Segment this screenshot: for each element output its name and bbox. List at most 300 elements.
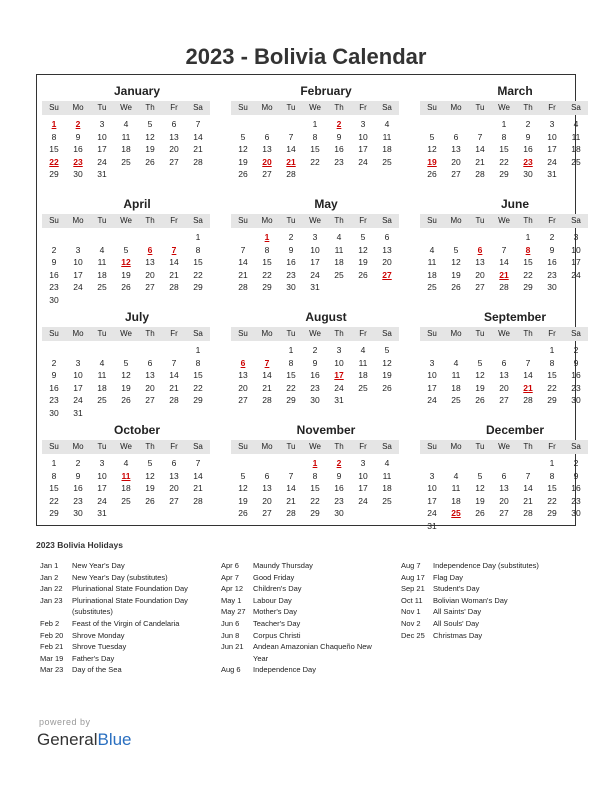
day-cell[interactable]: 2	[525, 119, 531, 129]
day-cell[interactable]: 31	[73, 407, 83, 418]
day-cell[interactable]: 27	[475, 282, 485, 292]
day-cell[interactable]: 16	[310, 370, 320, 380]
day-cell[interactable]: 28	[238, 282, 248, 292]
day-cell[interactable]: 16	[334, 144, 344, 154]
day-cell[interactable]: 24	[334, 382, 344, 393]
day-cell[interactable]: 24	[358, 156, 368, 167]
day-cell[interactable]: 27	[169, 495, 179, 506]
day-cell[interactable]: 20	[382, 257, 392, 267]
day-cell[interactable]: 6	[147, 357, 153, 368]
day-cell[interactable]: 29	[49, 169, 59, 179]
day-cell[interactable]: 27	[451, 169, 461, 179]
day-cell[interactable]: 29	[193, 395, 203, 405]
day-cell[interactable]: 11	[358, 357, 368, 368]
day-cell[interactable]: 25	[451, 395, 461, 405]
day-cell[interactable]: 25	[571, 156, 581, 167]
holiday-day[interactable]: 21	[499, 269, 509, 280]
day-cell[interactable]: 2	[288, 232, 294, 242]
day-cell[interactable]: 19	[238, 495, 248, 506]
holiday-day[interactable]: 12	[121, 257, 131, 267]
day-cell[interactable]: 3	[429, 357, 435, 368]
day-cell[interactable]: 17	[73, 269, 83, 280]
day-cell[interactable]: 9	[573, 470, 579, 481]
day-cell[interactable]: 12	[382, 357, 392, 368]
day-cell[interactable]: 17	[427, 382, 437, 393]
day-cell[interactable]: 7	[171, 357, 177, 368]
day-cell[interactable]: 22	[547, 382, 557, 393]
day-cell[interactable]: 19	[475, 495, 485, 506]
day-cell[interactable]: 14	[169, 257, 179, 267]
day-cell[interactable]: 15	[193, 257, 203, 267]
day-cell[interactable]: 10	[427, 370, 437, 380]
day-cell[interactable]: 22	[49, 495, 59, 506]
day-cell[interactable]: 13	[262, 483, 272, 493]
day-cell[interactable]: 5	[123, 244, 129, 255]
day-cell[interactable]: 20	[262, 495, 272, 506]
day-cell[interactable]: 12	[238, 483, 248, 493]
day-cell[interactable]: 1	[312, 119, 318, 129]
holiday-day[interactable]: 25	[451, 508, 461, 518]
holiday-day[interactable]: 21	[286, 156, 296, 167]
day-cell[interactable]: 20	[145, 382, 155, 393]
day-cell[interactable]: 9	[51, 370, 57, 380]
day-cell[interactable]: 3	[75, 244, 81, 255]
day-cell[interactable]: 1	[501, 119, 507, 129]
day-cell[interactable]: 29	[310, 508, 320, 518]
day-cell[interactable]: 5	[240, 470, 246, 481]
day-cell[interactable]: 25	[427, 282, 437, 292]
day-cell[interactable]: 3	[99, 119, 105, 129]
day-cell[interactable]: 23	[571, 495, 581, 506]
day-cell[interactable]: 12	[427, 144, 437, 154]
day-cell[interactable]: 14	[523, 483, 533, 493]
day-cell[interactable]: 25	[382, 495, 392, 506]
holiday-day[interactable]: 2	[336, 119, 342, 129]
day-cell[interactable]: 30	[310, 395, 320, 405]
day-cell[interactable]: 14	[238, 257, 248, 267]
day-cell[interactable]: 29	[499, 169, 509, 179]
day-cell[interactable]: 16	[49, 269, 59, 280]
day-cell[interactable]: 13	[238, 370, 248, 380]
day-cell[interactable]: 17	[427, 495, 437, 506]
day-cell[interactable]: 2	[75, 458, 81, 468]
day-cell[interactable]: 3	[75, 357, 81, 368]
day-cell[interactable]: 1	[51, 458, 57, 468]
day-cell[interactable]: 15	[49, 483, 59, 493]
day-cell[interactable]: 24	[73, 395, 83, 405]
day-cell[interactable]: 13	[169, 131, 179, 142]
day-cell[interactable]: 3	[360, 119, 366, 129]
day-cell[interactable]: 10	[97, 470, 107, 481]
day-cell[interactable]: 28	[193, 495, 203, 506]
day-cell[interactable]: 29	[262, 282, 272, 292]
day-cell[interactable]: 28	[523, 508, 533, 518]
day-cell[interactable]: 18	[451, 495, 461, 506]
day-cell[interactable]: 5	[453, 244, 459, 255]
day-cell[interactable]: 30	[571, 395, 581, 405]
day-cell[interactable]: 5	[477, 357, 483, 368]
day-cell[interactable]: 1	[195, 232, 201, 242]
day-cell[interactable]: 26	[475, 508, 485, 518]
day-cell[interactable]: 14	[262, 370, 272, 380]
day-cell[interactable]: 19	[382, 370, 392, 380]
holiday-day[interactable]: 21	[523, 382, 533, 393]
day-cell[interactable]: 12	[358, 244, 368, 255]
day-cell[interactable]: 10	[427, 483, 437, 493]
day-cell[interactable]: 30	[571, 508, 581, 518]
day-cell[interactable]: 21	[238, 269, 248, 280]
day-cell[interactable]: 20	[169, 144, 179, 154]
holiday-day[interactable]: 17	[334, 370, 344, 380]
day-cell[interactable]: 22	[193, 382, 203, 393]
day-cell[interactable]: 19	[451, 269, 461, 280]
day-cell[interactable]: 4	[123, 458, 129, 468]
day-cell[interactable]: 4	[384, 458, 390, 468]
day-cell[interactable]: 10	[97, 131, 107, 142]
day-cell[interactable]: 7	[240, 244, 246, 255]
day-cell[interactable]: 7	[288, 131, 294, 142]
holiday-day[interactable]: 11	[121, 470, 131, 481]
day-cell[interactable]: 11	[382, 470, 392, 481]
day-cell[interactable]: 14	[499, 257, 509, 267]
day-cell[interactable]: 14	[169, 370, 179, 380]
day-cell[interactable]: 29	[49, 508, 59, 518]
day-cell[interactable]: 19	[358, 257, 368, 267]
day-cell[interactable]: 20	[451, 156, 461, 167]
day-cell[interactable]: 6	[264, 470, 270, 481]
day-cell[interactable]: 13	[262, 144, 272, 154]
holiday-day[interactable]: 6	[240, 357, 246, 368]
day-cell[interactable]: 8	[501, 131, 507, 142]
day-cell[interactable]: 18	[121, 144, 131, 154]
day-cell[interactable]: 15	[286, 370, 296, 380]
day-cell[interactable]: 3	[573, 232, 579, 242]
day-cell[interactable]: 10	[310, 244, 320, 255]
day-cell[interactable]: 4	[453, 357, 459, 368]
day-cell[interactable]: 5	[429, 131, 435, 142]
day-cell[interactable]: 28	[286, 169, 296, 179]
day-cell[interactable]: 27	[499, 508, 509, 518]
day-cell[interactable]: 10	[358, 470, 368, 481]
day-cell[interactable]: 23	[310, 382, 320, 393]
day-cell[interactable]: 23	[571, 382, 581, 393]
day-cell[interactable]: 26	[427, 169, 437, 179]
day-cell[interactable]: 7	[525, 357, 531, 368]
day-cell[interactable]: 10	[73, 257, 83, 267]
day-cell[interactable]: 11	[451, 483, 461, 493]
day-cell[interactable]: 4	[360, 345, 366, 355]
day-cell[interactable]: 30	[547, 282, 557, 292]
day-cell[interactable]: 1	[195, 345, 201, 355]
day-cell[interactable]: 10	[334, 357, 344, 368]
day-cell[interactable]: 11	[334, 244, 344, 255]
holiday-day[interactable]: 7	[171, 244, 177, 255]
day-cell[interactable]: 27	[145, 395, 155, 405]
day-cell[interactable]: 27	[262, 169, 272, 179]
day-cell[interactable]: 12	[145, 131, 155, 142]
day-cell[interactable]: 7	[501, 244, 507, 255]
day-cell[interactable]: 15	[310, 483, 320, 493]
day-cell[interactable]: 16	[286, 257, 296, 267]
day-cell[interactable]: 6	[171, 458, 177, 468]
day-cell[interactable]: 26	[358, 269, 368, 280]
day-cell[interactable]: 30	[73, 508, 83, 518]
day-cell[interactable]: 18	[334, 257, 344, 267]
day-cell[interactable]: 2	[51, 244, 57, 255]
day-cell[interactable]: 31	[334, 395, 344, 405]
day-cell[interactable]: 20	[145, 269, 155, 280]
day-cell[interactable]: 22	[499, 156, 509, 167]
day-cell[interactable]: 8	[51, 470, 57, 481]
day-cell[interactable]: 29	[523, 282, 533, 292]
day-cell[interactable]: 8	[51, 131, 57, 142]
day-cell[interactable]: 25	[97, 282, 107, 292]
day-cell[interactable]: 14	[286, 483, 296, 493]
day-cell[interactable]: 22	[310, 495, 320, 506]
day-cell[interactable]: 28	[193, 156, 203, 167]
day-cell[interactable]: 17	[97, 483, 107, 493]
day-cell[interactable]: 12	[121, 370, 131, 380]
day-cell[interactable]: 16	[49, 382, 59, 393]
day-cell[interactable]: 27	[262, 508, 272, 518]
day-cell[interactable]: 26	[145, 495, 155, 506]
day-cell[interactable]: 3	[312, 232, 318, 242]
day-cell[interactable]: 30	[49, 407, 59, 418]
day-cell[interactable]: 15	[547, 370, 557, 380]
day-cell[interactable]: 18	[427, 269, 437, 280]
day-cell[interactable]: 24	[97, 156, 107, 167]
day-cell[interactable]: 5	[477, 470, 483, 481]
day-cell[interactable]: 8	[312, 131, 318, 142]
day-cell[interactable]: 26	[382, 382, 392, 393]
day-cell[interactable]: 26	[238, 508, 248, 518]
day-cell[interactable]: 3	[336, 345, 342, 355]
day-cell[interactable]: 15	[193, 370, 203, 380]
day-cell[interactable]: 4	[384, 119, 390, 129]
day-cell[interactable]: 7	[195, 458, 201, 468]
day-cell[interactable]: 6	[501, 470, 507, 481]
day-cell[interactable]: 28	[499, 282, 509, 292]
day-cell[interactable]: 9	[75, 131, 81, 142]
day-cell[interactable]: 1	[288, 345, 294, 355]
day-cell[interactable]: 11	[451, 370, 461, 380]
day-cell[interactable]: 1	[525, 232, 531, 242]
day-cell[interactable]: 19	[121, 382, 131, 393]
day-cell[interactable]: 1	[549, 345, 555, 355]
day-cell[interactable]: 28	[169, 395, 179, 405]
day-cell[interactable]: 5	[123, 357, 129, 368]
day-cell[interactable]: 25	[358, 382, 368, 393]
day-cell[interactable]: 18	[382, 144, 392, 154]
day-cell[interactable]: 16	[73, 144, 83, 154]
day-cell[interactable]: 21	[169, 269, 179, 280]
day-cell[interactable]: 9	[51, 257, 57, 267]
day-cell[interactable]: 18	[97, 382, 107, 393]
day-cell[interactable]: 1	[549, 458, 555, 468]
day-cell[interactable]: 28	[475, 169, 485, 179]
day-cell[interactable]: 23	[547, 269, 557, 280]
day-cell[interactable]: 12	[145, 470, 155, 481]
day-cell[interactable]: 9	[525, 131, 531, 142]
day-cell[interactable]: 28	[523, 395, 533, 405]
day-cell[interactable]: 19	[475, 382, 485, 393]
day-cell[interactable]: 8	[549, 357, 555, 368]
day-cell[interactable]: 4	[453, 470, 459, 481]
day-cell[interactable]: 24	[427, 508, 437, 518]
day-cell[interactable]: 10	[571, 244, 581, 255]
day-cell[interactable]: 26	[451, 282, 461, 292]
day-cell[interactable]: 2	[51, 357, 57, 368]
day-cell[interactable]: 14	[475, 144, 485, 154]
holiday-day[interactable]: 1	[264, 232, 270, 242]
day-cell[interactable]: 21	[523, 495, 533, 506]
day-cell[interactable]: 4	[573, 119, 579, 129]
holiday-day[interactable]: 22	[49, 156, 59, 167]
day-cell[interactable]: 25	[382, 156, 392, 167]
day-cell[interactable]: 13	[145, 257, 155, 267]
day-cell[interactable]: 23	[286, 269, 296, 280]
day-cell[interactable]: 18	[571, 144, 581, 154]
day-cell[interactable]: 29	[547, 395, 557, 405]
day-cell[interactable]: 31	[97, 508, 107, 518]
day-cell[interactable]: 19	[238, 156, 248, 167]
day-cell[interactable]: 24	[571, 269, 581, 280]
day-cell[interactable]: 17	[547, 144, 557, 154]
day-cell[interactable]: 3	[429, 470, 435, 481]
day-cell[interactable]: 10	[73, 370, 83, 380]
day-cell[interactable]: 24	[97, 495, 107, 506]
day-cell[interactable]: 9	[288, 244, 294, 255]
day-cell[interactable]: 11	[97, 370, 107, 380]
day-cell[interactable]: 17	[97, 144, 107, 154]
day-cell[interactable]: 16	[547, 257, 557, 267]
day-cell[interactable]: 25	[121, 156, 131, 167]
day-cell[interactable]: 23	[73, 495, 83, 506]
day-cell[interactable]: 13	[382, 244, 392, 255]
day-cell[interactable]: 23	[334, 495, 344, 506]
day-cell[interactable]: 4	[336, 232, 342, 242]
day-cell[interactable]: 17	[73, 382, 83, 393]
day-cell[interactable]: 8	[195, 357, 201, 368]
day-cell[interactable]: 30	[523, 169, 533, 179]
day-cell[interactable]: 5	[384, 345, 390, 355]
day-cell[interactable]: 21	[193, 483, 203, 493]
holiday-day[interactable]: 1	[312, 458, 318, 468]
day-cell[interactable]: 28	[286, 508, 296, 518]
day-cell[interactable]: 3	[549, 119, 555, 129]
day-cell[interactable]: 26	[121, 282, 131, 292]
day-cell[interactable]: 4	[429, 244, 435, 255]
day-cell[interactable]: 26	[475, 395, 485, 405]
holiday-day[interactable]: 2	[75, 119, 81, 129]
day-cell[interactable]: 22	[262, 269, 272, 280]
day-cell[interactable]: 13	[145, 370, 155, 380]
day-cell[interactable]: 11	[97, 257, 107, 267]
day-cell[interactable]: 18	[382, 483, 392, 493]
day-cell[interactable]: 28	[262, 395, 272, 405]
day-cell[interactable]: 8	[264, 244, 270, 255]
day-cell[interactable]: 18	[97, 269, 107, 280]
day-cell[interactable]: 21	[262, 382, 272, 393]
day-cell[interactable]: 9	[312, 357, 318, 368]
day-cell[interactable]: 16	[334, 483, 344, 493]
day-cell[interactable]: 4	[99, 244, 105, 255]
day-cell[interactable]: 29	[547, 508, 557, 518]
day-cell[interactable]: 9	[573, 357, 579, 368]
day-cell[interactable]: 8	[288, 357, 294, 368]
day-cell[interactable]: 15	[547, 483, 557, 493]
day-cell[interactable]: 13	[451, 144, 461, 154]
day-cell[interactable]: 22	[310, 156, 320, 167]
holiday-day[interactable]: 8	[525, 244, 531, 255]
day-cell[interactable]: 12	[475, 370, 485, 380]
holiday-day[interactable]: 27	[382, 269, 392, 280]
day-cell[interactable]: 14	[286, 144, 296, 154]
day-cell[interactable]: 13	[499, 483, 509, 493]
day-cell[interactable]: 20	[499, 382, 509, 393]
day-cell[interactable]: 23	[49, 395, 59, 405]
day-cell[interactable]: 22	[523, 269, 533, 280]
day-cell[interactable]: 3	[99, 458, 105, 468]
day-cell[interactable]: 20	[169, 483, 179, 493]
day-cell[interactable]: 14	[523, 370, 533, 380]
day-cell[interactable]: 2	[573, 345, 579, 355]
holiday-day[interactable]: 19	[427, 156, 437, 167]
day-cell[interactable]: 27	[238, 395, 248, 405]
day-cell[interactable]: 17	[358, 144, 368, 154]
day-cell[interactable]: 7	[288, 470, 294, 481]
day-cell[interactable]: 9	[549, 244, 555, 255]
day-cell[interactable]: 16	[523, 144, 533, 154]
day-cell[interactable]: 24	[427, 395, 437, 405]
holiday-day[interactable]: 7	[264, 357, 270, 368]
day-cell[interactable]: 14	[193, 131, 203, 142]
day-cell[interactable]: 23	[334, 156, 344, 167]
day-cell[interactable]: 2	[312, 345, 318, 355]
day-cell[interactable]: 24	[310, 269, 320, 280]
day-cell[interactable]: 9	[336, 470, 342, 481]
day-cell[interactable]: 13	[475, 257, 485, 267]
day-cell[interactable]: 25	[97, 395, 107, 405]
day-cell[interactable]: 20	[475, 269, 485, 280]
day-cell[interactable]: 7	[195, 119, 201, 129]
holiday-day[interactable]: 20	[262, 156, 272, 167]
day-cell[interactable]: 17	[571, 257, 581, 267]
day-cell[interactable]: 19	[121, 269, 131, 280]
holiday-day[interactable]: 2	[336, 458, 342, 468]
day-cell[interactable]: 21	[475, 156, 485, 167]
day-cell[interactable]: 20	[238, 382, 248, 393]
holiday-day[interactable]: 23	[73, 156, 83, 167]
day-cell[interactable]: 27	[169, 156, 179, 167]
day-cell[interactable]: 29	[193, 282, 203, 292]
day-cell[interactable]: 17	[358, 483, 368, 493]
day-cell[interactable]: 21	[169, 382, 179, 393]
day-cell[interactable]: 14	[193, 470, 203, 481]
day-cell[interactable]: 16	[73, 483, 83, 493]
day-cell[interactable]: 9	[336, 131, 342, 142]
day-cell[interactable]: 12	[238, 144, 248, 154]
day-cell[interactable]: 6	[501, 357, 507, 368]
day-cell[interactable]: 25	[121, 495, 131, 506]
day-cell[interactable]: 31	[547, 169, 557, 179]
day-cell[interactable]: 30	[49, 294, 59, 305]
day-cell[interactable]: 30	[334, 508, 344, 518]
day-cell[interactable]: 18	[358, 370, 368, 380]
day-cell[interactable]: 19	[145, 144, 155, 154]
day-cell[interactable]: 30	[73, 169, 83, 179]
day-cell[interactable]: 26	[238, 169, 248, 179]
